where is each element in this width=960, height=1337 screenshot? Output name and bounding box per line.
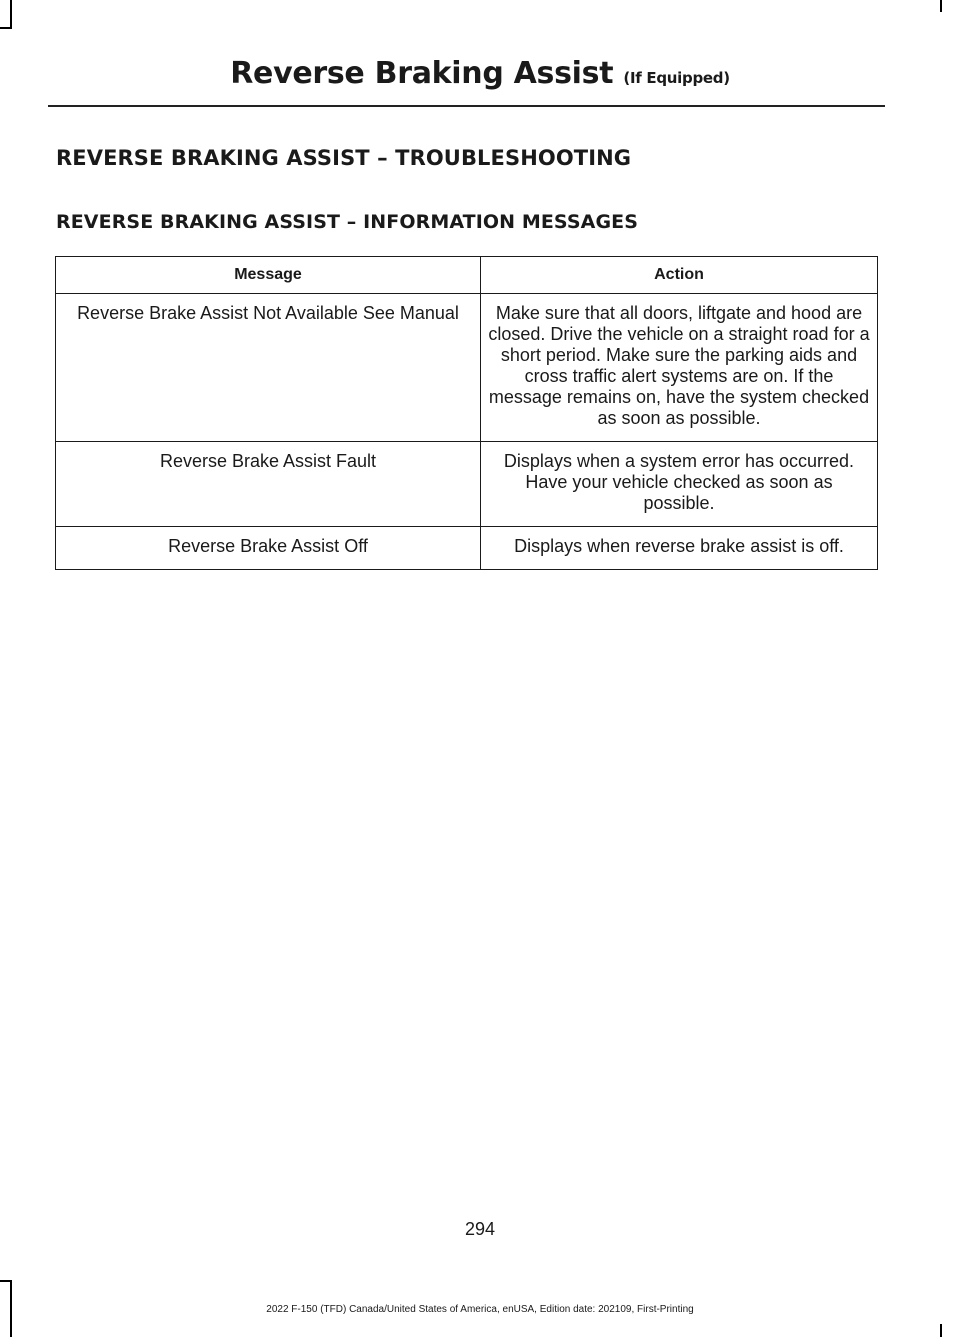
message-cell: Reverse Brake Assist Off <box>56 527 481 570</box>
table-row <box>56 527 878 570</box>
crop-mark-top-left-horizontal <box>0 27 12 29</box>
action-cell: Displays when a system error has occurred. Have your vehicle checked as soon as possible. <box>481 442 878 527</box>
header-title-text: Reverse Braking Assist <box>230 56 614 91</box>
header-divider <box>48 105 885 107</box>
header-qualifier: (If Equipped) <box>623 69 730 87</box>
crop-mark-right-middle <box>940 1324 942 1337</box>
information-messages-table <box>55 256 878 570</box>
subsection-title: REVERSE BRAKING ASSIST – INFORMATION MESSAGES <box>56 211 639 233</box>
crop-mark-top-right <box>940 0 942 12</box>
column-header-action: Action <box>481 257 878 294</box>
crop-mark-top-left-vertical <box>10 0 12 28</box>
action-cell: Make sure that all doors, liftgate and hood are closed. Drive the vehicle on a straight road for a short period. Make sure the parking aids and cross traffic alert systems are on. If the message remains on, have the system checked as soon as possible. <box>481 294 878 442</box>
column-header-message: Message <box>56 257 481 294</box>
page-number: 294 <box>464 1219 496 1239</box>
footer-edition-info: 2022 F-150 (TFD) Canada/United States of America, enUSA, Edition date: 202109, First-Printing <box>266 1304 694 1315</box>
table-row <box>56 294 878 442</box>
page-header-title <box>0 56 960 91</box>
action-cell: Displays when reverse brake assist is off. <box>481 527 878 570</box>
section-title: REVERSE BRAKING ASSIST – TROUBLESHOOTING <box>56 146 632 170</box>
crop-mark-bottom-left-horizontal <box>0 1280 12 1282</box>
table-row <box>56 442 878 527</box>
message-cell: Reverse Brake Assist Not Available See Manual <box>56 294 481 442</box>
message-cell: Reverse Brake Assist Fault <box>56 442 481 527</box>
table-header-row <box>56 257 878 294</box>
